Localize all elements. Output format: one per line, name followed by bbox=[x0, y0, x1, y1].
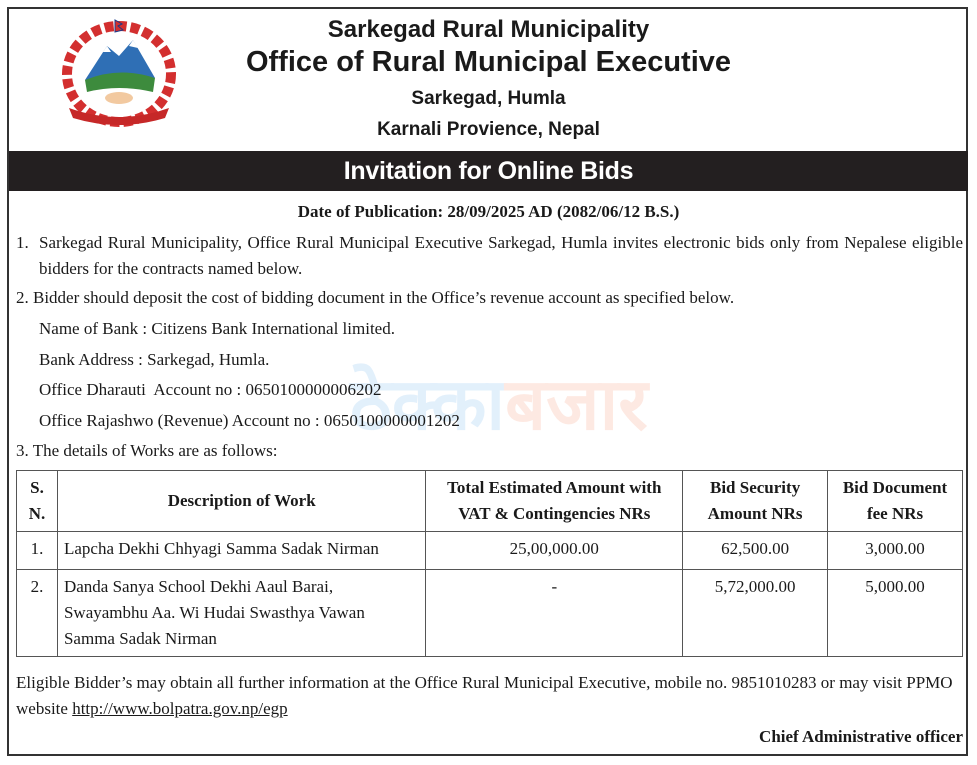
cell-description: Lapcha Dekhi Chhyagi Samma Sadak Nirman bbox=[57, 532, 425, 570]
header-description: Description of Work bbox=[57, 471, 425, 532]
header-estimated-amount: Total Estimated Amount with VAT & Contingencies NRs bbox=[426, 471, 683, 532]
cell-fee: 5,000.00 bbox=[828, 570, 963, 657]
works-table bbox=[16, 470, 963, 657]
publication-date: Date of Publication: 28/09/2025 AD (2082/06/12 B.S.) bbox=[297, 202, 680, 221]
cell-security: 5,72,000.00 bbox=[683, 570, 828, 657]
point-text: Sarkegad Rural Municipality, Office Rural Municipal Executive Sarkegad, Humla invites electronic bids only from Nepalese eligible bidders for the contracts named below. bbox=[39, 233, 963, 278]
watermark-part2: बजार bbox=[505, 362, 648, 446]
province: Karnali Provience, Nepal bbox=[377, 119, 600, 140]
table-header-row bbox=[17, 471, 963, 532]
cell-estimated: - bbox=[426, 570, 683, 657]
ppmo-link[interactable]: http://www.bolpatra.gov.np/egp bbox=[72, 699, 288, 718]
header-bid-security: Bid Security Amount NRs bbox=[683, 471, 828, 532]
point-1 bbox=[16, 230, 963, 282]
cell-estimated: 25,00,000.00 bbox=[426, 532, 683, 570]
bank-address: Bank Address : Sarkegad, Humla. bbox=[39, 350, 270, 369]
header-document-fee: Bid Document fee NRs bbox=[828, 471, 963, 532]
table-row bbox=[17, 532, 963, 570]
cell-sn: 2. bbox=[17, 570, 58, 657]
cell-description: Danda Sanya School Dekhi Aaul Barai, Swayambhu Aa. Wi Hudai Swasthya Vawan Samma Sadak Nirman bbox=[57, 570, 425, 657]
header-sn: S. N. bbox=[17, 471, 58, 532]
point-2 bbox=[16, 288, 734, 308]
point-number: 1. bbox=[16, 233, 29, 252]
revenue-account: Office Rajashwo (Revenue) Account no : 0650100000001202 bbox=[39, 411, 460, 430]
table-row bbox=[17, 570, 963, 657]
bank-name: Name of Bank : Citizens Bank International limited. bbox=[39, 319, 395, 338]
notice-title: Invitation for Online Bids bbox=[9, 151, 968, 191]
footer-info bbox=[16, 670, 963, 722]
point-number: 3. bbox=[16, 441, 29, 460]
signatory: Chief Administrative officer bbox=[759, 727, 963, 746]
point-text: Bidder should deposit the cost of bidding document in the Office’s revenue account as specified below. bbox=[33, 288, 735, 307]
point-number: 2. bbox=[16, 288, 29, 307]
cell-sn: 1. bbox=[17, 532, 58, 570]
dharauti-account: Office Dharauti Account no : 0650100000006202 bbox=[39, 380, 382, 399]
header bbox=[0, 0, 977, 143]
cell-fee: 3,000.00 bbox=[828, 532, 963, 570]
point-text: The details of Works are as follows: bbox=[32, 441, 278, 460]
footer-text: Eligible Bidder’s may obtain all further information at the Office Rural Municipal Executive, mobile no. 9851010283 or may visit PPMO website bbox=[16, 673, 953, 718]
municipality-name: Sarkegad Rural Municipality bbox=[327, 16, 650, 43]
location: Sarkegad, Humla bbox=[411, 88, 566, 109]
point-3 bbox=[16, 441, 277, 461]
watermark-part1: ठेक्का bbox=[350, 362, 506, 446]
office-name: Office of Rural Municipal Executive bbox=[245, 46, 732, 78]
cell-security: 62,500.00 bbox=[683, 532, 828, 570]
